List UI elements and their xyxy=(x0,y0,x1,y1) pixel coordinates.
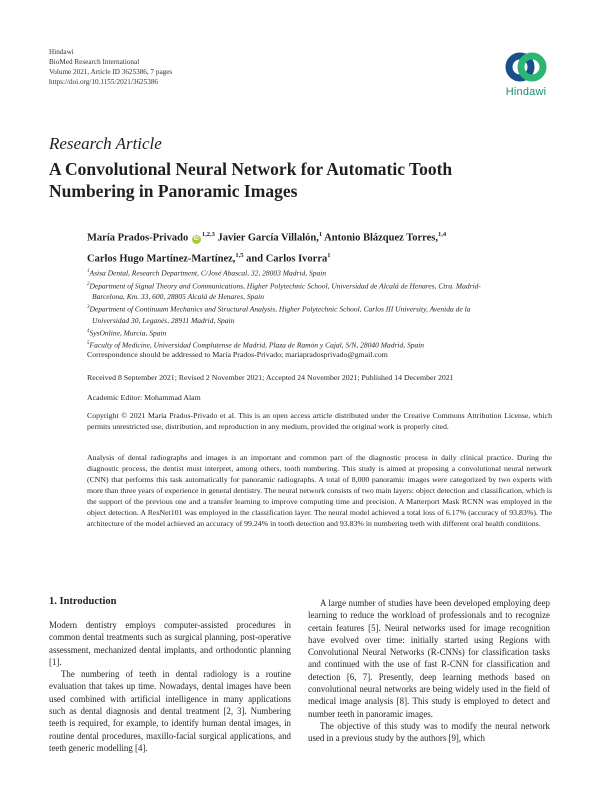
affiliations xyxy=(87,266,557,351)
hindawi-logo xyxy=(496,49,556,98)
author-name[interactable]: and Carlos Ivorra xyxy=(246,253,328,264)
affiliation-text: Asisa Dental, Research Department, C/José Abascal, 32, 28003 Madrid, Spain xyxy=(89,268,327,278)
author-name[interactable]: Carlos Hugo Martínez-Martínez, xyxy=(87,253,236,264)
affiliation-line xyxy=(87,291,557,302)
affiliation-number: 4 xyxy=(87,328,90,334)
affiliation-line xyxy=(87,279,557,292)
body-column-left xyxy=(49,619,291,754)
author-name[interactable]: Javier García Villalón, xyxy=(217,232,319,244)
paper-title: A Convolutional Neural Network for Automatic Tooth Numbering in Panoramic Images xyxy=(49,159,453,201)
doi-link[interactable]: https://doi.org/10.1155/2021/3625386 xyxy=(49,78,159,86)
volume-line: Volume 2021, Article ID 3625386, 7 pages xyxy=(49,68,173,76)
body-column-right xyxy=(308,597,550,745)
section-heading: 1. Introduction xyxy=(49,596,117,607)
body-paragraph: The numbering of teeth in dental radiology is a routine evaluation that takes up time. Nowadays, dental images have been used combined with artificial intelligence in many applications such as dental diagnosis and dental treatment [2, 3]. Numbering teeth is required, for example, to identify human dental images, in routine dental procedures, maxillo-facial surgical applications, and teeth generic modelling [4]. xyxy=(49,669,291,753)
body-paragraph: A large number of studies have been developed employing deep learning to reduce the workload of professionals and to recognize certain features [5]. Neural networks used for image recognition have evolved over time: initially started using Regions with Convolutional Neural Networks (R-CNNs) for classification tasks and continued with the use of fast R-CNN for classification and detection [6, 7]. Presently, deep learning methods based on convolutional neural networks are being widely used in the field of medical image analysis [8]. This study is employed to detect and number teeth in panoramic images. xyxy=(308,598,550,719)
publication-dates: Received 8 September 2021; Revised 2 November 2021; Accepted 24 November 2021; Published 14 December 2021 xyxy=(87,373,454,382)
author-list xyxy=(87,226,547,267)
journal-metadata xyxy=(49,47,172,87)
hindawi-logo-icon xyxy=(504,49,548,85)
affiliation-line xyxy=(87,266,557,279)
publisher-name: Hindawi xyxy=(49,48,74,56)
article-type: Research Article xyxy=(49,134,162,153)
affiliation-text: Universidad 30, Leganés, 28911 Madrid, Spain xyxy=(92,315,235,325)
affiliation-text: Barcelona, Km. 33, 600, 28805 Alcalá de Henares, Spain xyxy=(92,292,264,301)
journal-name: BioMed Research International xyxy=(49,58,140,66)
author-name[interactable]: Antonio Blázquez Torres, xyxy=(324,232,439,244)
academic-editor: Academic Editor: Mohammad Alam xyxy=(87,393,201,402)
affiliation-text: Department of Signal Theory and Communications, Higher Polytechnic School, Universidad de Alcalá de Henares, Ctra. Madrid- xyxy=(89,281,481,290)
author-affiliation-mark: 1,2,3 xyxy=(201,231,215,238)
logo-wordmark: Hindawi xyxy=(505,86,547,98)
affiliation-line xyxy=(87,302,557,315)
body-paragraph: The objective of this study was to modify the neural network used in a previous study by the authors [9], which xyxy=(308,720,550,744)
affiliation-number: 3 xyxy=(87,305,90,310)
affiliation-text: SysOnline, Murcia, Spain xyxy=(89,328,167,337)
affiliation-number: 2 xyxy=(87,281,90,287)
affiliation-text: Department of Continuum Mechanics and Structural Analysis, Higher Polytechnic School, Carlos III University, Avenida de la xyxy=(89,304,471,314)
author-affiliation-mark: 1,4 xyxy=(438,231,447,238)
correspondence-line: Correspondence should be addressed to María Prados-Privado; mariapradosprivado@gmail.com xyxy=(87,350,388,359)
abstract: Analysis of dental radiographs and images is an important and common part of the diagnostic process in daily clinical practice. During the diagnostic process, the dentist must interpret, among others, tooth numbering. This study is aimed at proposing a convolutional neural network (CNN) that performs this task automatically for panoramic radiographs. A total of 8,000 panoramic images were categorized by two experts with more than three years of experience in general dentistry. The neural network consists of two main layers: object detection and classification, which is the support of the previous one and a transfer learning to improve computing time and precision. A Matterport Mask RCNN was employed in the object detection. A ResNet101 was employed in the classification layer. The neural model achieved a total loss of 6.17% (accuracy of 93.83%). The architecture of the model achieved an accuracy of 99.24% in tooth detection and 93.83% in numbering teeth with different oral health conditions. xyxy=(87,453,552,528)
affiliation-text: Faculty of Medicine, Universidad Complutense de Madrid, Plaza de Ramón y Cajal, S/N, 28040 Madrid, Spain xyxy=(89,340,425,350)
author-affiliation-mark: 1,5 xyxy=(235,251,244,259)
copyright-notice: Copyright © 2021 María Prados-Privado et al. This is an open access article distributed under the Creative Commons Attribution License, which permits unrestricted use, distribution, and reproduction in any medium, provided the original work is properly cited. xyxy=(87,411,552,431)
affiliation-number: 5 xyxy=(87,341,90,346)
affiliation-line xyxy=(87,326,557,339)
author-name[interactable]: María Prados-Privado xyxy=(87,232,189,244)
affiliation-number: 1 xyxy=(87,269,90,274)
author-affiliation-mark: 1 xyxy=(318,231,323,238)
author-affiliation-mark: 1 xyxy=(327,251,331,259)
body-paragraph: Modern dentistry employs computer-assisted procedures in common dental treatments such as surgical planning, post-operative assessment, mechanized dental implants, and orthodontic planning [1]. xyxy=(49,620,291,667)
orcid-icon[interactable]: iD xyxy=(193,235,199,242)
affiliation-line xyxy=(87,315,557,326)
